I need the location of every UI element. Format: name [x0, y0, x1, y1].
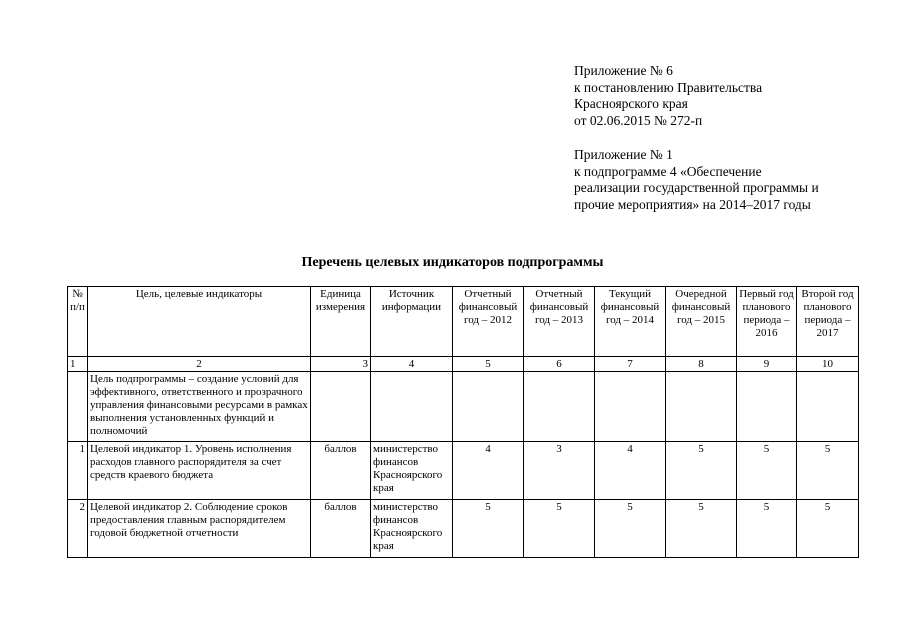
row-value-2017: 5 — [797, 442, 859, 500]
table-row — [68, 442, 859, 500]
row-indicator: Целевой индикатор 2. Соблюдение сроков предоставления главным распорядителем годовой бюджетной отчетности — [88, 500, 311, 558]
row-value-2017: 5 — [797, 500, 859, 558]
empty-cell — [311, 372, 371, 442]
column-number: 9 — [737, 357, 797, 372]
row-value-2014: 5 — [595, 500, 666, 558]
column-number: 2 — [88, 357, 311, 372]
row-value-2014: 4 — [595, 442, 666, 500]
header-cell-2016: Первый год планового периода – 2016 — [737, 287, 797, 357]
header-row — [68, 287, 859, 357]
column-number: 6 — [524, 357, 595, 372]
column-number: 3 — [311, 357, 371, 372]
row-value-2016: 5 — [737, 500, 797, 558]
appendix-main-line: Приложение № 6 — [574, 63, 673, 78]
header-cell-unit: Единица измерения — [311, 287, 371, 357]
goal-cell: Цель подпрограммы – создание условий для эффективного, ответственного и прозрачного управления финансовыми ресурсами в рамках выполнения установленных функций и полномочий — [88, 372, 311, 442]
column-number: 8 — [666, 357, 737, 372]
document-title: Перечень целевых индикаторов подпрограммы — [301, 255, 604, 270]
column-number: 1 — [68, 357, 88, 372]
header-cell-num: № п/п — [68, 287, 88, 357]
appendix-sub-line: реализации государственной программы и — [574, 180, 819, 195]
empty-cell — [666, 372, 737, 442]
empty-cell — [371, 372, 453, 442]
row-value-2015: 5 — [666, 442, 737, 500]
header-cell-source: Источник информации — [371, 287, 453, 357]
appendix-main-line: Красноярского края — [574, 96, 688, 111]
column-number: 4 — [371, 357, 453, 372]
header-cell-2015: Очередной финансовый год – 2015 — [666, 287, 737, 357]
table-row — [68, 500, 859, 558]
appendix-sub-block — [574, 147, 819, 213]
goal-num-cell — [68, 372, 88, 442]
row-source: министерство финансов Красноярского края — [371, 500, 453, 558]
header-cell-2013: Отчетный финансовый год – 2013 — [524, 287, 595, 357]
goal-row — [68, 372, 859, 442]
row-value-2013: 5 — [524, 500, 595, 558]
empty-cell — [524, 372, 595, 442]
row-num: 1 — [68, 442, 88, 500]
appendix-main-block — [574, 63, 762, 129]
header-cell-2014: Текущий финансовый год – 2014 — [595, 287, 666, 357]
row-value-2015: 5 — [666, 500, 737, 558]
header-cell-2012: Отчетный финансовый год – 2012 — [453, 287, 524, 357]
empty-cell — [737, 372, 797, 442]
appendix-main-line: к постановлению Правительства — [574, 79, 763, 95]
row-value-2012: 5 — [453, 500, 524, 558]
indicators-table — [67, 286, 859, 558]
column-number: 5 — [453, 357, 524, 372]
column-number: 10 — [797, 357, 859, 372]
empty-cell — [595, 372, 666, 442]
row-value-2016: 5 — [737, 442, 797, 500]
row-value-2012: 4 — [453, 442, 524, 500]
row-source: министерство финансов Красноярского края — [371, 442, 453, 500]
column-number: 7 — [595, 357, 666, 372]
row-value-2013: 3 — [524, 442, 595, 500]
empty-cell — [797, 372, 859, 442]
appendix-main-line: от 02.06.2015 № 272-п — [574, 112, 703, 128]
row-indicator: Целевой индикатор 1. Уровень исполнения расходов главного распорядителя за счет средств краевого бюджета — [88, 442, 311, 500]
empty-cell — [453, 372, 524, 442]
row-num: 2 — [68, 500, 88, 558]
appendix-sub-line: к подпрограмме 4 «Обеспечение — [574, 163, 762, 179]
column-number-row — [68, 357, 859, 372]
header-cell-2017: Второй год планового периода – 2017 — [797, 287, 859, 357]
header-cell-indicator: Цель, целевые индикаторы — [88, 287, 311, 357]
row-unit: баллов — [311, 442, 371, 500]
row-unit: баллов — [311, 500, 371, 558]
appendix-sub-line: прочие мероприятия» на 2014–2017 годы — [574, 196, 811, 212]
appendix-sub-line: Приложение № 1 — [574, 147, 673, 162]
